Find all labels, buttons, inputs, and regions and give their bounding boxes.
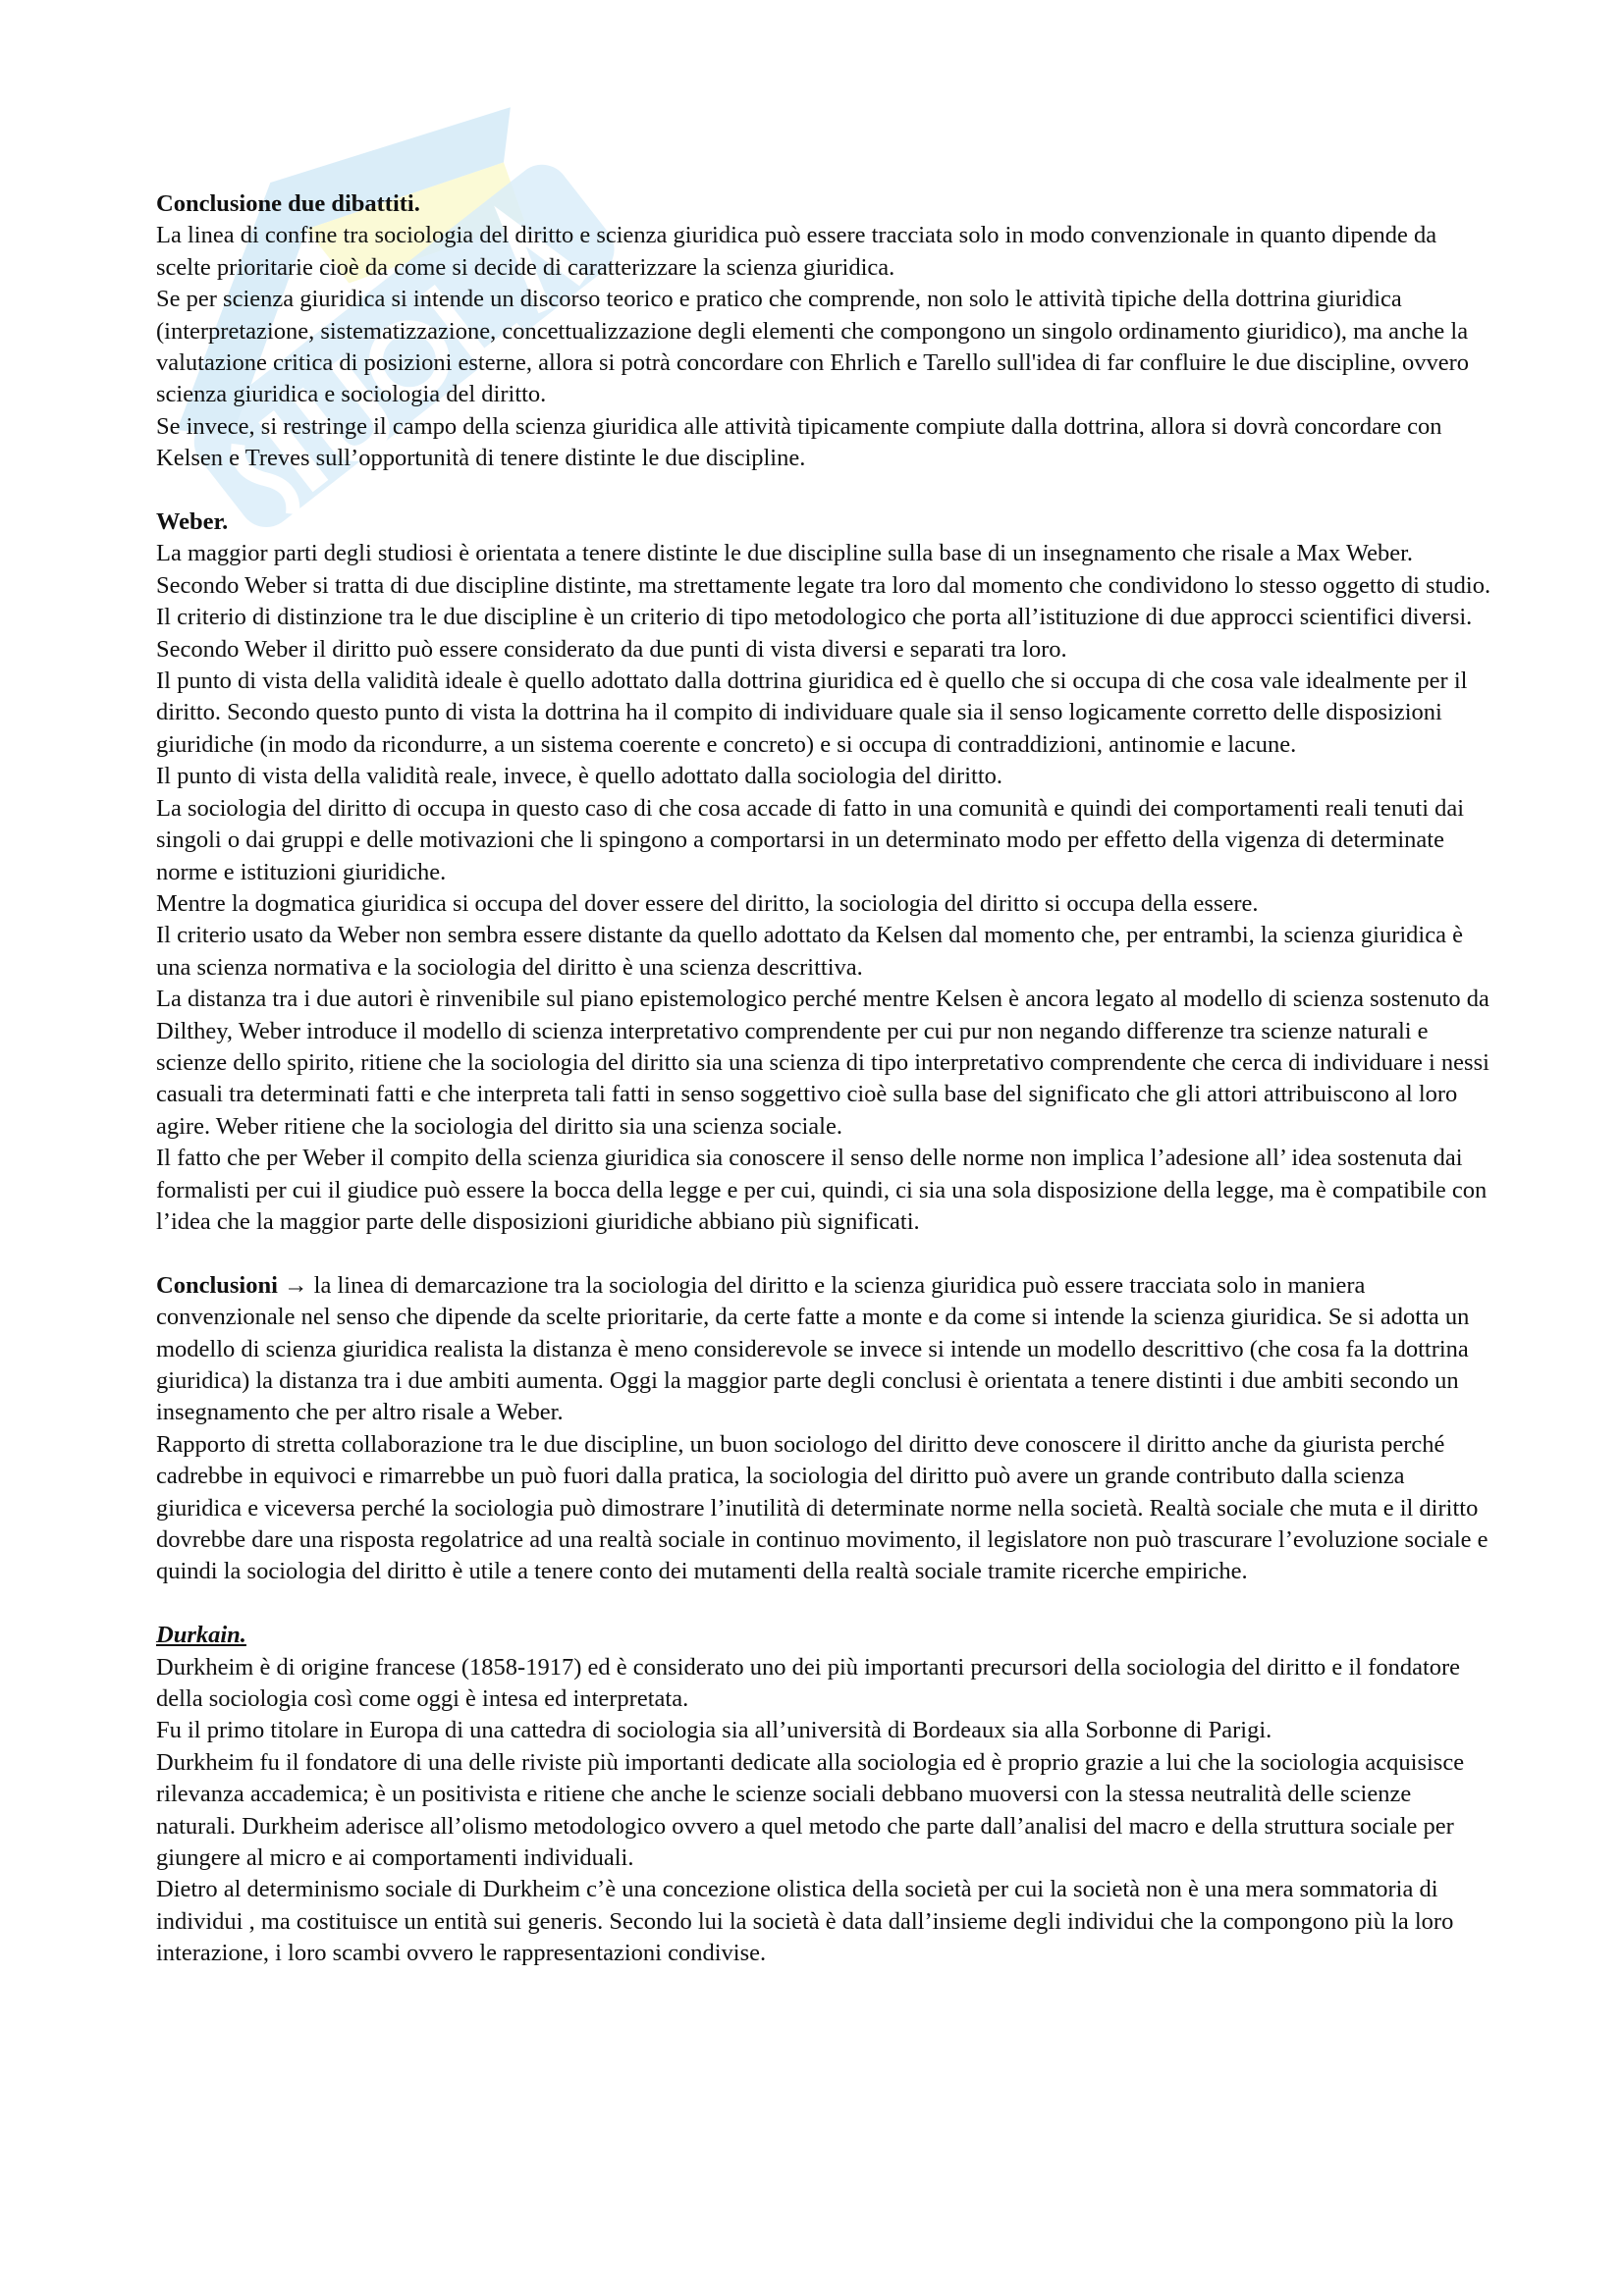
section-weber xyxy=(156,507,1491,1238)
section-conclusioni xyxy=(156,1270,1491,1588)
paragraph: Il criterio di distinzione tra le due discipline è un criterio di tipo metodologico che porta all’istituzione di due approcci scientifici diversi. Secondo Weber il diritto può essere considerato da due punti di vista diversi e separati tra loro. xyxy=(156,604,1473,663)
section-title: Weber. xyxy=(156,508,229,536)
paragraph: La maggior parti degli studiosi è orientata a tenere distinte le due discipline sulla base di un insegnamento che risale a Max Weber. xyxy=(156,540,1414,567)
paragraph: Durkheim fu il fondatore di una delle riviste più importanti dedicate alla sociologia ed è proprio grazie a lui che la sociologia acquisisce rilevanza accademica; è un positivista e ritiene che anche le scienze sociali debbano muoversi con la stessa neutralità delle scienze naturali. Durkheim aderisce all’olismo metodologico ovvero a quel metodo che parte dall’analisi del macro e della struttura sociale per giungere al micro e ai comportamenti individuali. xyxy=(156,1748,1465,1872)
paragraph: Se per scienza giuridica si intende un discorso teorico e pratico che comprende, non solo le attività tipiche della dottrina giuridica (interpretazione, sistematizzazione, concettualizzazione degli elementi che compongono un singolo ordinamento giuridico), ma anche la valutazione critica di posizioni esterne, allora si potrà concordare con Ehrlich e Tarello sull'idea di far confluire le due discipline, ovvero scienza giuridica e sociologia del diritto. xyxy=(156,286,1469,408)
arrow-right-icon: → xyxy=(284,1271,308,1299)
section-title: Conclusione due dibattiti. xyxy=(156,190,420,217)
section-title: Conclusioni xyxy=(156,1271,278,1299)
section-conclusione xyxy=(156,188,1491,475)
paragraph: Mentre la dogmatica giuridica si occupa del dover essere del diritto, la sociologia del diritto si occupa della essere. xyxy=(156,889,1259,917)
conclusioni-lead-paragraph xyxy=(156,1270,1491,1429)
paragraph: Durkheim è di origine francese (1858-1917) ed è considerato uno dei più importanti precursori della sociologia del diritto e il fondatore della sociologia così come oggi è intesa ed interpretata. xyxy=(156,1653,1461,1713)
paragraph: Secondo Weber si tratta di due discipline distinte, ma strettamente legate tra loro dal momento che condividono lo stesso oggetto di studio. xyxy=(156,571,1491,599)
paragraph: Il criterio usato da Weber non sembra essere distante da quello adottato da Kelsen dal momento che, per entrambi, la scienza giuridica è una scienza normativa e la sociologia del diritto è una scienza descrittiva. xyxy=(156,922,1463,981)
paragraph: Fu il primo titolare in Europa di una cattedra di sociologia sia all’università di Bordeaux sia alla Sorbonne di Parigi. xyxy=(156,1717,1272,1744)
paragraph: La sociologia del diritto di occupa in questo caso di che cosa accade di fatto in una comunità e quindi dei comportamenti reali tenuti dai singoli o dai gruppi e delle motivazioni che li spingono a comportarsi in un determinato modo per effetto della vigenza di determinate norme e istituzioni giuridiche. xyxy=(156,794,1465,885)
paragraph: Se invece, si restringe il campo della scienza giuridica alle attività tipicamente compiute dalla dottrina, allora si dovrà concordare con Kelsen e Treves sull’opportunità di tenere distinte le due discipline. xyxy=(156,412,1442,472)
paragraph: La linea di confine tra sociologia del diritto e scienza giuridica può essere tracciata solo in modo convenzionale in quanto dipende da scelte prioritarie cioè da come si decide di caratterizzare la scienza giuridica. xyxy=(156,222,1437,281)
section-durkain xyxy=(156,1620,1491,1969)
paragraph-lead-text: la linea di demarcazione tra la sociologia del diritto e la scienza giuridica può essere tracciata solo in maniera convenzionale nel senso che dipende da scelte prioritarie, da certe fatte a monte e da come si intende la scienza giuridica. Se si adotta un modello di scienza giuridica realista la distanza è meno considerevole se invece si intende un modello descrittivo (che cosa fa la dottrina giuridica) la distanza tra i due ambiti aumenta. Oggi la maggior parte degli conclusi è orientata a tenere distinti i due ambiti secondo un insegnamento che per altro risale a Weber. xyxy=(156,1271,1470,1426)
section-title: Durkain. xyxy=(156,1622,246,1649)
paragraph: Il punto di vista della validità reale, invece, è quello adottato dalla sociologia del diritto. xyxy=(156,763,1002,790)
paragraph: Rapporto di stretta collaborazione tra le due discipline, un buon sociologo del diritto deve conoscere il diritto anche da giurista perché cadrebbe in equivoci e rimarrebbe un può fuori dalla pratica, la sociologia del diritto può avere un grande contributo dalla scienza giuridica e viceversa perché la sociologia può dimostrare l’inutilità di determinate norme nella società. Realtà sociale che muta e il diritto dovrebbe dare una risposta regolatrice ad una realtà sociale in continuo movimento, il legislatore non può trascurare l’evoluzione sociale e quindi la sociologia del diritto è utile a tenere conto dei mutamenti della realtà sociale tramite ricerche empiriche. xyxy=(156,1430,1488,1585)
paragraph: Il punto di vista della validità ideale è quello adottato dalla dottrina giuridica ed è quello che si occupa di che cosa vale idealmente per il diritto. Secondo questo punto di vista la dottrina ha il compito di individuare quale sia il senso logicamente corretto delle disposizioni giuridiche (in modo da ricondurre, a un sistema coerente e concreto) e si occupa di contraddizioni, antinomie e lacune. xyxy=(156,667,1468,758)
paragraph: La distanza tra i due autori è rinvenibile sul piano epistemologico perché mentre Kelsen è ancora legato al modello di scienza sostenuto da Dilthey, Weber introduce il modello di scienza interpretativo comprendente per cui pur non negando differenze tra scienze naturali e scienze dello spirito, ritiene che la sociologia del diritto sia una scienza di tipo interpretativo comprendente che cerca di individuare i nessi casuali tra determinati fatti e che interpreta tali fatti in senso soggettivo cioè sulla base del significato che gli attori attribuiscono al loro agire. Weber ritiene che la sociologia del diritto sia una scienza sociale. xyxy=(156,986,1489,1140)
document-page xyxy=(156,188,1491,1970)
paragraph: Il fatto che per Weber il compito della scienza giuridica sia conoscere il senso delle norme non implica l’adesione all’ idea sostenuta dai formalisti per cui il giudice può essere la bocca della legge e per cui, quindi, ci sia una sola disposizione della legge, ma è compatibile con l’idea che la maggior parte delle disposizioni giuridiche abbiano più significati. xyxy=(156,1145,1488,1235)
paragraph: Dietro al determinismo sociale di Durkheim c’è una concezione olistica della società per cui la società non è una mera sommatoria di individui , ma costituisce un entità sui generis. Secondo lui la società è data dall’insieme degli individui che la compongono più la loro interazione, i loro scambi ovvero le rappresentazioni condivise. xyxy=(156,1876,1454,1967)
